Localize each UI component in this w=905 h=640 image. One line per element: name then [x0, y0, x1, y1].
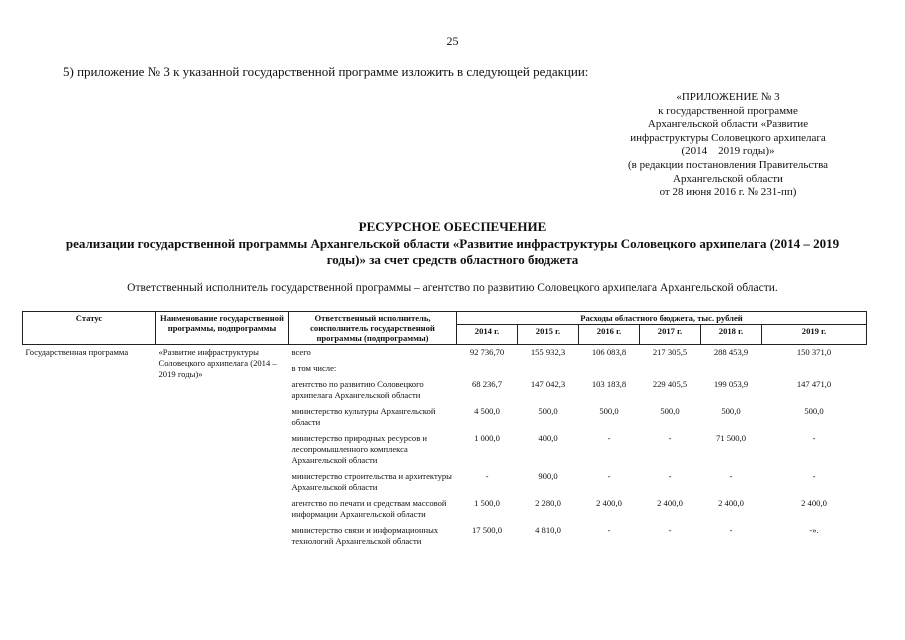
value-cell: 199 053,9 [713, 379, 749, 389]
appendix-line: Архангельской области «Развитие [647, 118, 809, 131]
value-cell [640, 361, 701, 377]
value-cell: - [607, 525, 611, 535]
value-cell: 106 083,8 [591, 347, 627, 357]
executor-cell: агентство по печати и средствам массовой информации Архангельской области [291, 498, 447, 519]
value-cell: 155 932,3 [530, 347, 566, 357]
value-cell [579, 361, 640, 377]
appendix-line: (в редакции постановления Правительства [627, 158, 829, 171]
executor-cell: министерство строительства и архитектуры Архангельской области [291, 471, 452, 492]
table-header-row [23, 312, 867, 325]
header-year: 2019 г. [762, 325, 867, 345]
value-cell: 900,0 [538, 471, 558, 481]
value-cell: 400,0 [538, 433, 558, 443]
value-cell: 1 000,0 [474, 433, 500, 443]
header-program-name: Наименование государственной программы, подпрограммы [156, 312, 289, 345]
document-subtitle: реализации государственной программы Архангельской области «Развитие инфраструктуры Соловецкого архипелага (2014 – 2019 годы)» за счет средств областного бюджета [65, 236, 840, 267]
appendix-line: от 28 июня 2016 г. № 231-пп) [659, 186, 797, 199]
value-cell: 147 042,3 [530, 379, 566, 389]
responsible-executor-line: Ответственный исполнитель государственной программы – агентство по развитию Соловецкого архипелага Архангельской области. [127, 282, 778, 294]
value-cell: 68 236,7 [471, 379, 503, 389]
value-cell: 229 405,5 [652, 379, 688, 389]
appendix-line: Архангельской области [673, 172, 783, 185]
header-status: Статус [23, 312, 156, 345]
value-cell: 2 400,0 [801, 498, 827, 508]
value-cell: 4 810,0 [535, 525, 561, 535]
value-cell: 2 400,0 [657, 498, 683, 508]
header-expenses: Расходы областного бюджета, тыс. рублей [457, 312, 867, 325]
value-cell: - [485, 471, 489, 481]
executor-cell: агентство по развитию Соловецкого архипелага Архангельской области [291, 379, 424, 400]
header-executor: Ответственный исполнитель, соисполнитель государственной программы (подпрограммы) [289, 312, 457, 345]
value-cell: - [729, 471, 733, 481]
document-title: РЕСУРСНОЕ ОБЕСПЕЧЕНИЕ [358, 219, 547, 234]
budget-table [22, 311, 867, 550]
value-cell: 147 471,0 [796, 379, 832, 389]
value-cell: 17 500,0 [471, 525, 503, 535]
value-cell: 2 280,0 [535, 498, 561, 508]
value-cell: 4 500,0 [474, 406, 500, 416]
value-cell: 500,0 [599, 406, 619, 416]
table-row [23, 345, 867, 362]
appendix-line: к государственной программе [658, 104, 798, 117]
appendix-line: (2014 2019 годы)» [681, 145, 775, 158]
appendix-block [600, 91, 856, 200]
value-cell: 500,0 [660, 406, 680, 416]
value-cell: - [729, 525, 733, 535]
value-cell: 217 305,5 [652, 347, 688, 357]
value-cell [701, 361, 762, 377]
value-cell: 500,0 [538, 406, 558, 416]
value-cell: 92 736,70 [469, 347, 505, 357]
value-cell [762, 361, 867, 377]
executor-cell: в том числе: [291, 363, 337, 373]
program-name-cell: «Развитие инфраструктуры Соловецкого архипелага (2014 – 2019 годы)» [158, 347, 277, 379]
appendix-line: «ПРИЛОЖЕНИЕ № 3 [676, 91, 780, 103]
header-year: 2016 г. [579, 325, 640, 345]
value-cell: 288 453,9 [713, 347, 749, 357]
value-cell: 150 371,0 [796, 347, 832, 357]
header-year: 2018 г. [701, 325, 762, 345]
value-cell: - [668, 433, 672, 443]
page-number: 25 [446, 34, 459, 48]
value-cell: -». [809, 525, 819, 535]
value-cell: 500,0 [804, 406, 824, 416]
value-cell [518, 361, 579, 377]
status-cell: Государственная программа [25, 347, 129, 357]
value-cell: - [607, 471, 611, 481]
value-cell: - [812, 433, 816, 443]
value-cell: 2 400,0 [718, 498, 744, 508]
value-cell: 71 500,0 [715, 433, 747, 443]
value-cell: 103 183,8 [591, 379, 627, 389]
appendix-line: инфраструктуры Соловецкого архипелага [630, 131, 826, 144]
value-cell: 500,0 [721, 406, 741, 416]
header-year: 2014 г. [457, 325, 518, 345]
executor-cell: министерство культуры Архангельской области [291, 406, 436, 427]
header-year: 2015 г. [518, 325, 579, 345]
intro-text: 5) приложение № 3 к указанной государственной программе изложить в следующей редакции: [63, 64, 589, 79]
value-cell: - [668, 525, 672, 535]
value-cell [457, 361, 518, 377]
value-cell: - [668, 471, 672, 481]
header-year: 2017 г. [640, 325, 701, 345]
value-cell: 1 500,0 [474, 498, 500, 508]
value-cell: - [607, 433, 611, 443]
executor-cell: министерство природных ресурсов и лесопромышленного комплекса Архангельской области [291, 433, 427, 465]
executor-cell: министерство связи и информационных технологий Архангельской области [291, 525, 439, 546]
value-cell: - [812, 471, 816, 481]
value-cell: 2 400,0 [596, 498, 622, 508]
executor-cell: всего [291, 347, 311, 357]
